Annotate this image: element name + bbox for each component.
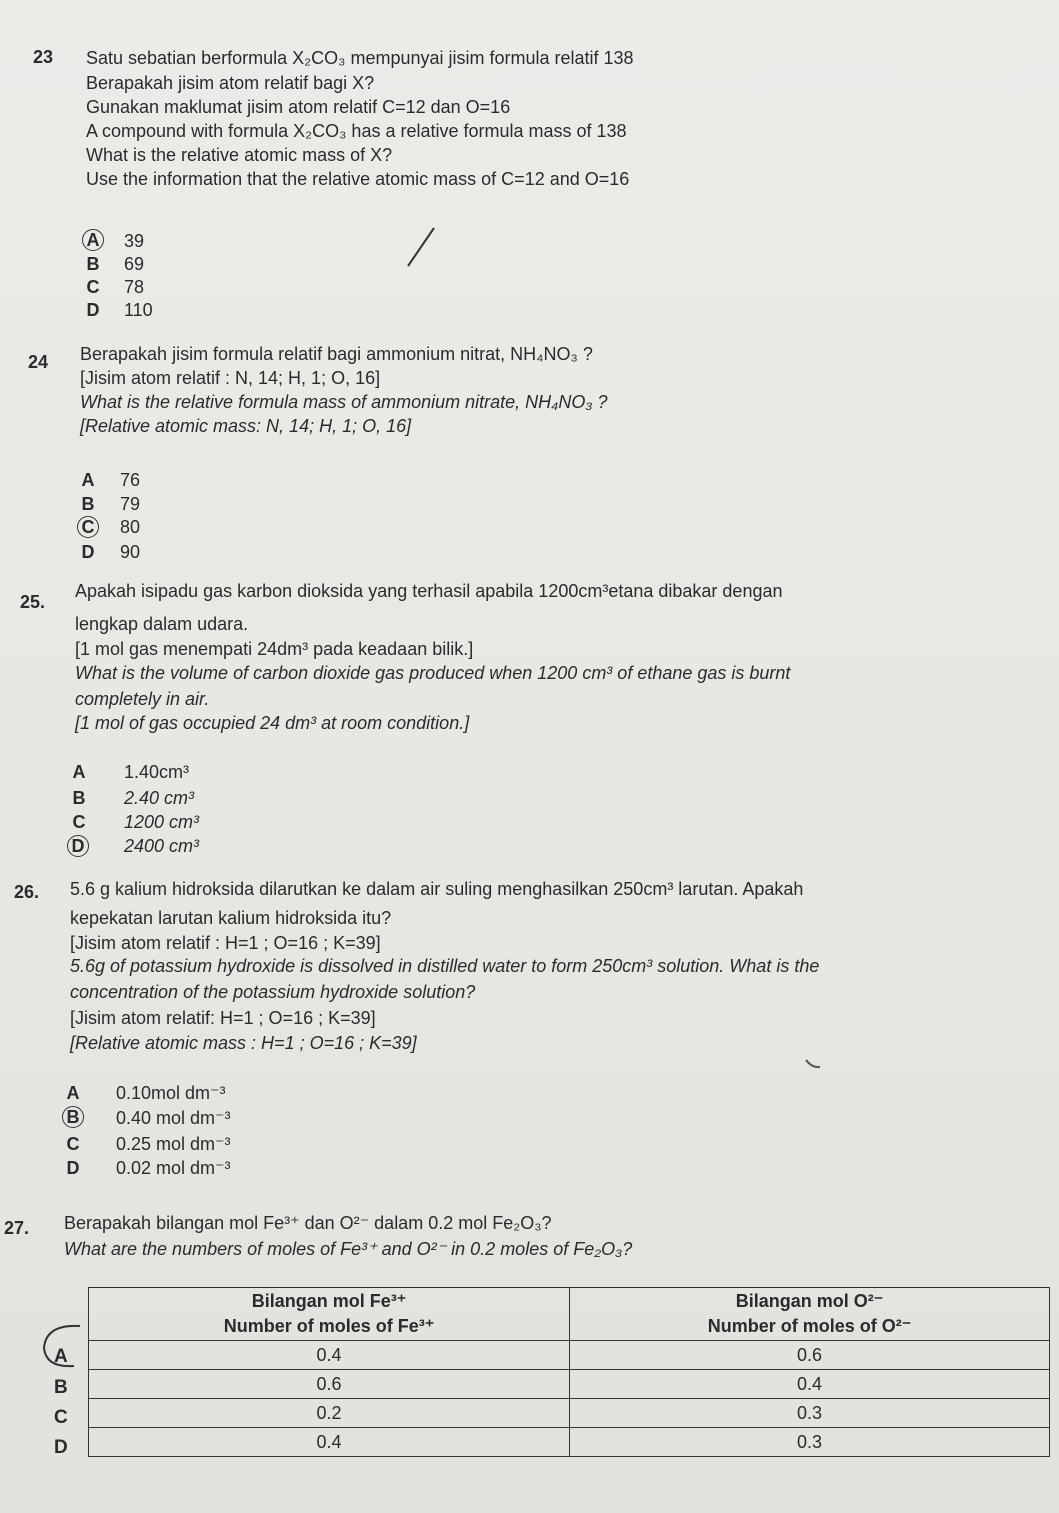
option-value: 69 [124,254,145,274]
question-text-malay: Berapakah jisim formula relatif bagi ammonium nitrat, NH₄NO₃ ? [80,344,593,364]
row-letter[interactable]: C [54,1407,68,1428]
header-o-malay: Bilangan mol O²⁻ [735,1291,884,1311]
option-letter[interactable]: A [81,470,95,490]
question-text-english: Use the information that the relative atomic mass of C=12 and O=16 [86,169,630,189]
option-value: 76 [120,470,141,490]
table-row[interactable] [89,1399,1050,1428]
o-value: 0.3 [570,1399,1050,1428]
question-text-english: completely in air. [75,689,210,709]
question-text-malay: Gunakan maklumat jisim atom relatif C=12 dan O=16 [86,97,511,117]
option-value: 110 [124,300,153,320]
question-text-malay: lengkap dalam udara. [75,614,249,634]
option-value: 80 [120,517,141,537]
option-letter-circled[interactable]: A [82,229,104,251]
question-number: 25. [20,592,46,612]
question-text-malay: Satu sebatian berformula X₂CO₃ mempunyai jisim formula relatif 138 [86,48,634,68]
question-text-english: [Relative atomic mass: N, 14; H, 1; O, 16] [80,416,412,436]
pen-circle-mark [36,1320,88,1372]
row-letter[interactable]: D [54,1437,68,1458]
header-fe-malay: Bilangan mol Fe³⁺ [251,1291,407,1311]
question-text-malay: [Jisim atom relatif : N, 14; H, 1; O, 16] [80,368,381,388]
fe-value: 0.4 [89,1341,570,1370]
question-text-english: What is the relative atomic mass of X? [86,145,393,165]
fe-value: 0.6 [89,1370,570,1399]
option-letter[interactable]: D [81,542,95,562]
fe-value: 0.2 [89,1399,570,1428]
option-letter[interactable]: C [86,277,100,297]
option-letter[interactable]: D [86,300,100,320]
option-value: 1.40cm³ [124,762,190,782]
question-text-malay: Berapakah jisim atom relatif bagi X? [86,73,375,93]
option-letter-circled[interactable]: D [67,835,89,857]
option-letter[interactable]: D [66,1158,80,1178]
question-text-english: A compound with formula X₂CO₃ has a relative formula mass of 138 [86,121,627,141]
option-value: 1200 cm³ [124,812,200,832]
answer-table [88,1287,1050,1457]
option-value: 0.25 mol dm⁻³ [116,1134,231,1154]
fe-value: 0.4 [89,1428,570,1457]
question-number: 26. [14,882,40,902]
table-header-row [89,1288,1050,1341]
option-value: 78 [124,277,145,297]
option-value: 39 [124,231,145,251]
option-letter[interactable]: B [86,254,100,274]
question-text-english: concentration of the potassium hydroxide solution? [70,982,476,1002]
question-text-malay: [1 mol gas menempati 24dm³ pada keadaan bilik.] [75,639,474,659]
o-value: 0.4 [570,1370,1050,1399]
question-text-english: [1 mol of gas occupied 24 dm³ at room condition.] [75,713,470,733]
header-o-english: Number of moles of O²⁻ [707,1316,912,1336]
question-text-malay: Apakah isipadu gas karbon dioksida yang terhasil apabila 1200cm³etana dibakar dengan [75,581,783,601]
option-value: 90 [120,542,141,562]
option-letter[interactable]: C [66,1134,80,1154]
table-row[interactable] [89,1370,1050,1399]
row-letter[interactable]: A [54,1346,68,1367]
pen-tick-mark [400,224,440,270]
option-value: 0.40 mol dm⁻³ [116,1108,231,1128]
option-value: 79 [120,494,141,514]
question-text-english: What are the numbers of moles of Fe³⁺ and O²⁻ in 0.2 moles of Fe₂O₃? [64,1239,633,1259]
question-text-english: [Relative atomic mass : H=1 ; O=16 ; K=39] [70,1033,417,1053]
row-letter[interactable]: B [54,1377,68,1398]
table-row[interactable] [89,1428,1050,1457]
option-value: 2.40 cm³ [124,788,195,808]
option-letter[interactable]: B [72,788,86,808]
question-number: 23 [33,47,54,67]
question-number: 24 [28,352,49,372]
option-letter[interactable]: B [81,494,95,514]
option-letter[interactable]: C [72,812,86,832]
option-value: 0.10mol dm⁻³ [116,1083,226,1103]
table-row[interactable] [89,1341,1050,1370]
question-text-malay: Berapakah bilangan mol Fe³⁺ dan O²⁻ dalam 0.2 mol Fe₂O₃? [64,1213,552,1233]
question-text-english: What is the relative formula mass of ammonium nitrate, NH₄NO₃ ? [80,392,608,412]
option-value: 2400 cm³ [124,836,200,856]
option-value: 0.02 mol dm⁻³ [116,1158,231,1178]
header-o-moles [570,1288,1050,1341]
question-text-malay: [Jisim atom relatif: H=1 ; O=16 ; K=39] [70,1008,376,1028]
o-value: 0.6 [570,1341,1050,1370]
o-value: 0.3 [570,1428,1050,1457]
question-text-english: 5.6g of potassium hydroxide is dissolved in distilled water to form 250cm³ solution. What is the [70,956,820,976]
pen-stray-mark [804,1058,824,1070]
option-letter[interactable]: A [66,1083,80,1103]
option-letter[interactable]: A [72,762,86,782]
question-number: 27. [4,1218,30,1238]
header-fe-moles [89,1288,570,1341]
question-text-malay: kepekatan larutan kalium hidroksida itu? [70,908,392,928]
header-fe-english: Number of moles of Fe³⁺ [223,1316,435,1336]
question-text-malay: 5.6 g kalium hidroksida dilarutkan ke dalam air suling menghasilkan 250cm³ larutan. Apakah [70,879,804,899]
option-letter-circled[interactable]: B [62,1106,84,1128]
option-letter-circled[interactable]: C [77,516,99,538]
question-text-english: What is the volume of carbon dioxide gas produced when 1200 cm³ of ethane gas is burnt [75,663,791,683]
question-text-malay: [Jisim atom relatif : H=1 ; O=16 ; K=39] [70,933,381,953]
